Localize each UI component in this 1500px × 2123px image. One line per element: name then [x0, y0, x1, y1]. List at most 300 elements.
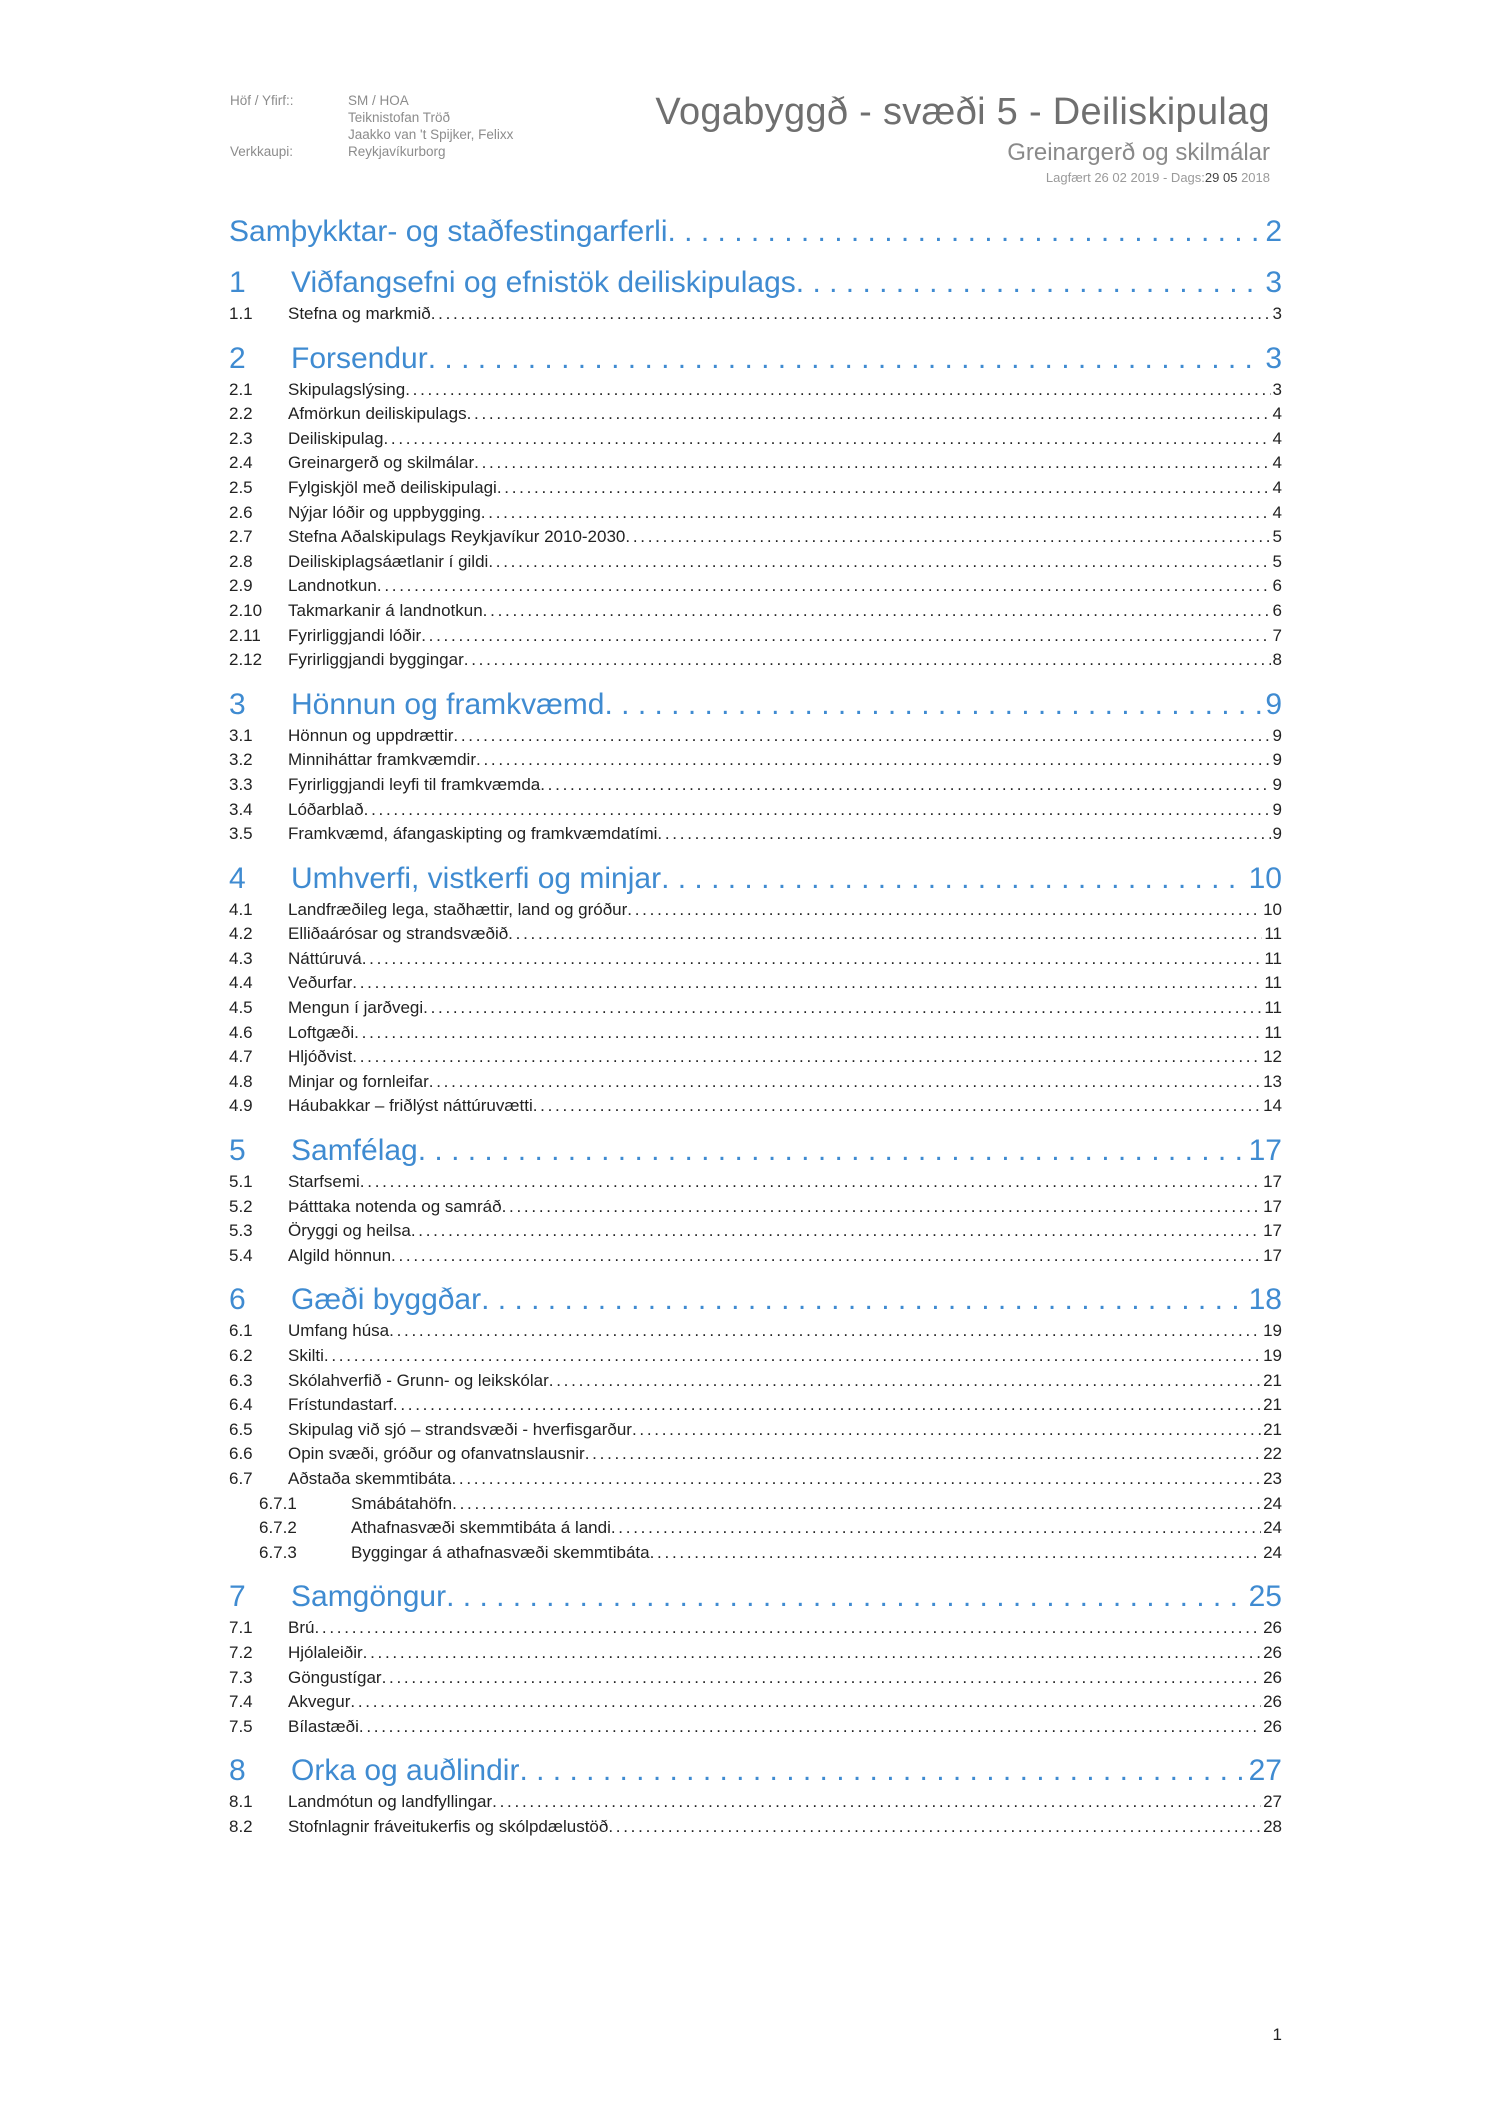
- toc-leader: [467, 402, 1271, 427]
- toc-title: Nýjar lóðir og uppbygging: [288, 502, 481, 522]
- toc-leader: [492, 1790, 1261, 1815]
- toc-title: Athafnasvæði skemmtibáta á landi: [351, 1518, 611, 1538]
- toc-number: 4.2: [229, 924, 253, 944]
- toc-number: 4.7: [229, 1047, 253, 1067]
- toc-leader: [382, 1666, 1262, 1691]
- toc-leader: [324, 1344, 1261, 1369]
- toc-page: 6: [1272, 600, 1282, 620]
- toc-leader: [476, 748, 1271, 773]
- toc-leader: [604, 686, 1263, 724]
- toc-entry[interactable]: [229, 1666, 1282, 1691]
- toc-page: 13: [1263, 1071, 1282, 1091]
- document-title: Vogabyggð - svæði 5 - Deiliskipulag: [655, 91, 1270, 133]
- toc-number: 2.9: [229, 576, 253, 596]
- toc-entry[interactable]: [229, 724, 1282, 749]
- toc-page: 5: [1272, 527, 1282, 547]
- toc-leader: [364, 798, 1271, 823]
- toc-title: Samfélag: [291, 1134, 418, 1168]
- toc-leader: [405, 378, 1270, 403]
- toc-entry[interactable]: [229, 1418, 1282, 1443]
- toc-number: 4.6: [229, 1022, 253, 1042]
- toc-number: 3.4: [229, 799, 253, 819]
- toc-page: 2: [1265, 215, 1282, 248]
- toc-title: Viðfangsefni og efnistök deiliskipulags: [291, 266, 796, 299]
- toc-leader: [377, 574, 1271, 599]
- toc-leader: [453, 724, 1270, 749]
- toc-page: 17: [1263, 1196, 1282, 1216]
- toc-leader: [350, 1690, 1261, 1715]
- toc-leader: [481, 1281, 1247, 1319]
- toc-entry[interactable]: [229, 922, 1282, 947]
- document-meta: [230, 92, 513, 160]
- toc-page: 25: [1248, 1580, 1282, 1614]
- toc-page: 26: [1263, 1618, 1282, 1638]
- toc-title: Starfsemi: [288, 1172, 360, 1192]
- toc-title: Opin svæði, gróður og ofanvatnslausnir: [288, 1444, 585, 1464]
- toc-leader: [650, 1541, 1261, 1566]
- toc-leader: [611, 1516, 1261, 1541]
- toc-title: Umfang húsa: [288, 1321, 390, 1341]
- toc-title: Fyrirliggjandi lóðir: [288, 625, 422, 645]
- toc-number: 3.1: [229, 725, 253, 745]
- toc-number: 5.3: [229, 1221, 253, 1241]
- toc-entry[interactable]: [229, 525, 1282, 550]
- toc-title: Byggingar á athafnasvæði skemmtibáta: [351, 1542, 650, 1562]
- toc-number: 2.8: [229, 551, 253, 571]
- meta-key: [230, 126, 348, 143]
- toc-page: 17: [1248, 1134, 1282, 1168]
- toc-page: 26: [1263, 1716, 1282, 1736]
- toc-entry[interactable]: [229, 1369, 1282, 1394]
- toc-title: Fyrirliggjandi byggingar: [288, 650, 464, 670]
- toc-heading[interactable]: [229, 860, 1282, 898]
- toc-number: 3.5: [229, 824, 253, 844]
- toc-number: 4.3: [229, 948, 253, 968]
- toc-title: Bílastæði: [288, 1716, 359, 1736]
- toc-leader: [354, 1021, 1262, 1046]
- toc-leader: [796, 264, 1264, 302]
- toc-title: Takmarkanir á landnotkun: [288, 600, 483, 620]
- toc-leader: [481, 501, 1271, 526]
- toc-page: 11: [1264, 998, 1282, 1018]
- toc-title: Hljóðvist: [288, 1047, 353, 1067]
- toc-heading[interactable]: [229, 1281, 1282, 1319]
- toc-title: Skipulag við sjó – strandsvæði - hverfisgarður: [288, 1419, 632, 1439]
- toc-leader: [464, 648, 1271, 673]
- toc-number: 6.7.2: [259, 1518, 297, 1538]
- toc-page: 21: [1263, 1370, 1282, 1390]
- toc-page: 11: [1264, 924, 1282, 944]
- toc-entry[interactable]: [229, 822, 1282, 847]
- toc-number: 7.1: [229, 1618, 253, 1638]
- toc-number: 5.4: [229, 1245, 253, 1265]
- toc-entry[interactable]: [229, 971, 1282, 996]
- toc-title: Samgöngur: [291, 1580, 447, 1614]
- toc-title: Minniháttar framkvæmdir: [288, 750, 476, 770]
- toc-title: Forsendur: [291, 341, 428, 375]
- toc-leader: [391, 1244, 1261, 1269]
- toc-leader: [627, 898, 1261, 923]
- toc-title: Öryggi og heilsa: [288, 1221, 411, 1241]
- date-bold: 29 05: [1204, 170, 1238, 185]
- toc-page: 3: [1272, 304, 1282, 323]
- toc-title: Algild hönnun: [288, 1245, 392, 1265]
- toc-page: 17: [1263, 1245, 1282, 1265]
- toc-page: 18: [1248, 1283, 1282, 1317]
- toc-number: 8.1: [229, 1792, 253, 1812]
- toc-heading[interactable]: [229, 340, 1282, 378]
- toc-leader: [359, 1715, 1261, 1740]
- toc-number: 6.4: [229, 1395, 253, 1415]
- toc-leader: [585, 1442, 1261, 1467]
- toc-entry[interactable]: [229, 451, 1282, 476]
- toc-entry[interactable]: [229, 798, 1282, 823]
- toc-entry[interactable]: [229, 1021, 1282, 1046]
- toc-page: 26: [1263, 1667, 1282, 1687]
- meta-row: [230, 109, 513, 126]
- toc-leader: [428, 340, 1264, 378]
- toc-page: 3: [1272, 379, 1282, 399]
- toc-entry[interactable]: [229, 1393, 1282, 1418]
- toc-number: 6.2: [229, 1346, 253, 1365]
- toc-leader: [483, 599, 1271, 624]
- toc-leader: [421, 624, 1270, 649]
- toc-page: 21: [1263, 1395, 1282, 1415]
- toc-number: 2.4: [229, 453, 253, 473]
- toc-entry[interactable]: [229, 748, 1282, 773]
- toc-number: 3: [229, 687, 246, 721]
- toc-number: 5: [229, 1134, 246, 1168]
- toc-number: 5.2: [229, 1196, 253, 1216]
- toc-title: Lóðarblað: [288, 799, 364, 819]
- toc-page: 11: [1264, 1022, 1282, 1042]
- toc-entry[interactable]: [229, 1244, 1282, 1269]
- toc-leader: [393, 1393, 1261, 1418]
- toc-page: 24: [1263, 1518, 1282, 1538]
- toc-entry[interactable]: [229, 1516, 1282, 1541]
- toc-heading[interactable]: [229, 1132, 1282, 1170]
- toc-entry[interactable]: [229, 1344, 1282, 1369]
- toc-page: 11: [1264, 973, 1282, 993]
- toc-leader: [383, 427, 1270, 452]
- toc-number: 8.2: [229, 1816, 253, 1836]
- toc-title: Fyrirliggjandi leyfi til framkvæmda: [288, 774, 541, 794]
- toc-entry[interactable]: [229, 427, 1282, 452]
- toc-page: 23: [1263, 1468, 1282, 1488]
- toc-number: 6.5: [229, 1419, 253, 1439]
- toc-title: Þátttaka notenda og samráð: [288, 1196, 502, 1216]
- toc-title: Brú: [288, 1618, 315, 1638]
- toc-number: 2.3: [229, 428, 253, 448]
- toc-page: 8: [1272, 650, 1282, 670]
- document-header: [655, 92, 1270, 185]
- toc-page: 9: [1272, 725, 1282, 745]
- toc-heading[interactable]: [229, 264, 1282, 302]
- toc-page: 4: [1272, 428, 1282, 448]
- meta-row: [230, 92, 513, 109]
- toc-title: Umhverfi, vistkerfi og minjar: [291, 861, 662, 895]
- toc-entry[interactable]: [229, 378, 1282, 403]
- toc-number: 2.11: [229, 625, 261, 645]
- toc-entry[interactable]: [229, 1070, 1282, 1095]
- toc-leader: [352, 1045, 1261, 1070]
- toc-number: 2.10: [229, 600, 263, 620]
- toc-page: 7: [1272, 625, 1282, 645]
- toc-entry[interactable]: [229, 1690, 1282, 1715]
- toc-title: Náttúruvá: [288, 948, 362, 968]
- meta-row: [230, 143, 513, 160]
- toc-page: 24: [1263, 1493, 1282, 1513]
- toc-leader: [474, 451, 1270, 476]
- page-number: 1: [1272, 2025, 1282, 2044]
- toc-title: Fylgiskjöl með deiliskipulagi: [288, 477, 497, 497]
- toc-title: Minjar og fornleifar: [288, 1071, 429, 1091]
- toc-number: 6.1: [229, 1321, 253, 1341]
- toc-entry[interactable]: [229, 302, 1282, 327]
- toc-number: 4: [229, 861, 246, 895]
- toc-number: 6.6: [229, 1444, 253, 1464]
- toc-page: 10: [1263, 899, 1282, 919]
- toc-leader: [661, 860, 1247, 898]
- document-subtitle: Greinargerð og skilmálar: [1007, 139, 1270, 166]
- toc-entry[interactable]: [229, 1442, 1282, 1467]
- toc-number: 2.7: [229, 527, 253, 547]
- toc-entry[interactable]: [229, 996, 1282, 1021]
- document-date: [655, 170, 1270, 185]
- toc-leader: [549, 1369, 1261, 1394]
- toc-page: 28: [1263, 1816, 1282, 1836]
- toc-number: 2.12: [229, 650, 263, 670]
- toc-leader: [608, 1815, 1261, 1840]
- toc-leader: [533, 1094, 1261, 1119]
- toc-leader: [429, 1070, 1261, 1095]
- toc-title: Akvegur: [288, 1692, 351, 1712]
- toc-page: 3: [1265, 341, 1282, 375]
- toc-leader: [314, 1616, 1261, 1641]
- toc-title: Landnotkun: [288, 576, 377, 596]
- toc-page: 24: [1263, 1542, 1282, 1562]
- toc-page: 5: [1272, 551, 1282, 571]
- toc-number: 6.7.3: [259, 1542, 297, 1562]
- toc-page: 17: [1263, 1172, 1282, 1192]
- meta-key: [230, 109, 348, 126]
- meta-value: Teiknistofan Tröð: [348, 110, 451, 125]
- toc-page: 14: [1263, 1096, 1282, 1116]
- toc-title: Skipulagslýsing: [288, 379, 406, 399]
- toc-leader: [411, 1219, 1261, 1244]
- toc-page: 4: [1272, 477, 1282, 497]
- toc-number: 6.7.1: [259, 1493, 297, 1513]
- toc-page: 19: [1263, 1321, 1282, 1341]
- toc-leader: [668, 213, 1264, 251]
- toc-title: Hjólaleiðir: [288, 1642, 363, 1662]
- toc-leader: [508, 922, 1262, 947]
- toc-number: 4.1: [229, 899, 253, 919]
- toc-title: Deiliskiplagsáætlanir í gildi: [288, 551, 489, 571]
- toc-entry[interactable]: [229, 1616, 1282, 1641]
- toc-title: Smábátahöfn: [351, 1493, 453, 1513]
- toc-page: 9: [1272, 750, 1282, 770]
- toc-entry[interactable]: [229, 1541, 1282, 1566]
- toc-entry[interactable]: [229, 947, 1282, 972]
- toc-entry[interactable]: [229, 1170, 1282, 1195]
- toc-title: Aðstaða skemmtibáta: [288, 1468, 452, 1488]
- toc-page: 12: [1263, 1047, 1282, 1067]
- date-prefix: Lagfært 26 02 2019 - Dags:: [1045, 170, 1205, 185]
- toc-entry[interactable]: [229, 402, 1282, 427]
- toc-leader: [540, 773, 1270, 798]
- toc-title: Skilti: [288, 1346, 324, 1365]
- toc-page: 9: [1272, 774, 1282, 794]
- toc-leader: [360, 1170, 1261, 1195]
- toc-leader: [423, 996, 1262, 1021]
- toc-entry[interactable]: [229, 648, 1282, 673]
- toc-entry[interactable]: [229, 1195, 1282, 1220]
- toc-leader: [451, 1467, 1261, 1492]
- toc-number: 7.2: [229, 1642, 253, 1662]
- toc-title: Stofnlagnir fráveitukerfis og skólpdælustöð: [288, 1816, 609, 1836]
- toc-leader: [446, 1578, 1247, 1616]
- meta-value: Jaakko van 't Spijker, Felixx: [348, 127, 514, 142]
- toc-leader: [502, 1195, 1261, 1220]
- meta-value: SM / HOA: [348, 93, 409, 108]
- table-of-contents: [229, 213, 1282, 1840]
- toc-leader: [352, 971, 1262, 996]
- toc-entry[interactable]: [229, 1219, 1282, 1244]
- toc-heading[interactable]: [229, 686, 1282, 724]
- toc-page: 4: [1272, 502, 1282, 522]
- toc-heading[interactable]: [229, 1578, 1282, 1616]
- toc-number: 4.5: [229, 998, 253, 1018]
- toc-leader: [452, 1492, 1261, 1517]
- toc-number: 3.3: [229, 774, 253, 794]
- toc-page: 4: [1272, 453, 1282, 473]
- toc-leader: [519, 1752, 1246, 1790]
- toc-entry[interactable]: [229, 1492, 1282, 1517]
- toc-number: 4.4: [229, 973, 253, 993]
- toc-title: Landfræðileg lega, staðhættir, land og gróður: [288, 899, 628, 919]
- toc-title: Hönnun og uppdrættir: [288, 725, 454, 745]
- toc-entry[interactable]: [229, 1790, 1282, 1815]
- toc-number: 6: [229, 1283, 246, 1317]
- toc-title: Afmörkun deiliskipulags: [288, 404, 467, 424]
- toc-page: 22: [1263, 1444, 1282, 1464]
- toc-number: 7: [229, 1580, 246, 1614]
- toc-number: 3.2: [229, 750, 253, 770]
- toc-title: Greinargerð og skilmálar: [288, 453, 475, 473]
- toc-title: Stefna og markmið: [288, 304, 431, 323]
- toc-title: Mengun í jarðvegi: [288, 998, 424, 1018]
- toc-leader: [431, 302, 1271, 327]
- meta-key: Höf / Yfirf::: [230, 93, 294, 108]
- toc-page: 27: [1248, 1754, 1282, 1788]
- toc-page: 4: [1272, 404, 1282, 424]
- toc-entry[interactable]: [229, 1815, 1282, 1840]
- toc-page: 26: [1263, 1692, 1282, 1712]
- toc-title: Elliðaárósar og strandsvæðið: [288, 924, 509, 944]
- toc-title: Deiliskipulag: [288, 428, 384, 448]
- toc-page: 9: [1272, 799, 1282, 819]
- toc-page: 11: [1264, 948, 1282, 968]
- toc-number: 8: [229, 1754, 246, 1788]
- toc-number: 7.5: [229, 1716, 253, 1736]
- toc-page: 19: [1263, 1346, 1282, 1365]
- toc-leader: [632, 1418, 1261, 1443]
- toc-page: 6: [1272, 576, 1282, 596]
- toc-number: 2.5: [229, 477, 253, 497]
- toc-entry[interactable]: [229, 1094, 1282, 1119]
- meta-value: Reykjavíkurborg: [348, 144, 446, 159]
- toc-entry[interactable]: [229, 1641, 1282, 1666]
- toc-page: 26: [1263, 1642, 1282, 1662]
- toc-entry[interactable]: [229, 476, 1282, 501]
- toc-number: 2: [229, 341, 246, 375]
- toc-number: 4.9: [229, 1096, 253, 1116]
- toc-entry[interactable]: [229, 624, 1282, 649]
- toc-title: Landmótun og landfyllingar: [288, 1792, 493, 1812]
- meta-row: [230, 126, 513, 143]
- toc-entry[interactable]: [229, 1319, 1282, 1344]
- toc-title: Göngustígar: [288, 1667, 382, 1687]
- toc-title: Hönnun og framkvæmd: [291, 687, 605, 721]
- meta-key: Verkkaupi:: [230, 144, 294, 159]
- toc-page: 27: [1263, 1792, 1282, 1812]
- toc-number: 2.2: [229, 404, 253, 424]
- toc-number: 6.3: [229, 1370, 253, 1390]
- toc-title: Veðurfar: [288, 973, 353, 993]
- toc-number: 7.4: [229, 1692, 253, 1712]
- toc-entry[interactable]: [229, 574, 1282, 599]
- toc-leader: [497, 476, 1271, 501]
- toc-page: 9: [1265, 687, 1282, 721]
- toc-number: 1: [229, 266, 246, 299]
- toc-leader: [389, 1319, 1261, 1344]
- toc-page: 9: [1272, 824, 1282, 844]
- toc-page: 21: [1263, 1419, 1282, 1439]
- toc-leader: [488, 550, 1270, 575]
- toc-title: Háubakkar – friðlýst náttúruvætti: [288, 1096, 533, 1116]
- toc-title: Gæði byggðar: [291, 1283, 482, 1317]
- toc-number: 7.3: [229, 1667, 253, 1687]
- toc-leader: [657, 822, 1270, 847]
- toc-entry[interactable]: [229, 1045, 1282, 1070]
- toc-number: 5.1: [229, 1172, 253, 1192]
- toc-page: 10: [1248, 861, 1282, 895]
- toc-number: 2.6: [229, 502, 253, 522]
- toc-leader: [362, 947, 1263, 972]
- toc-entry[interactable]: [229, 1715, 1282, 1740]
- toc-entry[interactable]: [229, 550, 1282, 575]
- toc-number: 4.8: [229, 1071, 253, 1091]
- toc-leader: [363, 1641, 1261, 1666]
- toc-title: Orka og auðlindir: [291, 1754, 520, 1788]
- toc-number: 2.1: [229, 379, 253, 399]
- toc-title: Skólahverfið - Grunn- og leikskólar: [288, 1370, 549, 1390]
- toc-entry[interactable]: [229, 1467, 1282, 1492]
- date-year: 2018: [1237, 170, 1270, 185]
- toc-title: Frístundastarf: [288, 1395, 393, 1415]
- toc-title: Loftgæði: [288, 1022, 355, 1042]
- toc-heading[interactable]: [229, 1752, 1282, 1790]
- toc-entry[interactable]: [229, 773, 1282, 798]
- toc-leader: [625, 525, 1270, 550]
- toc-entry[interactable]: [229, 501, 1282, 526]
- toc-number: 1.1: [229, 304, 253, 323]
- toc-entry[interactable]: [229, 898, 1282, 923]
- toc-heading[interactable]: [229, 213, 1282, 251]
- toc-title: Stefna Aðalskipulags Reykjavíkur 2010-2030: [288, 527, 626, 547]
- toc-entry[interactable]: [229, 599, 1282, 624]
